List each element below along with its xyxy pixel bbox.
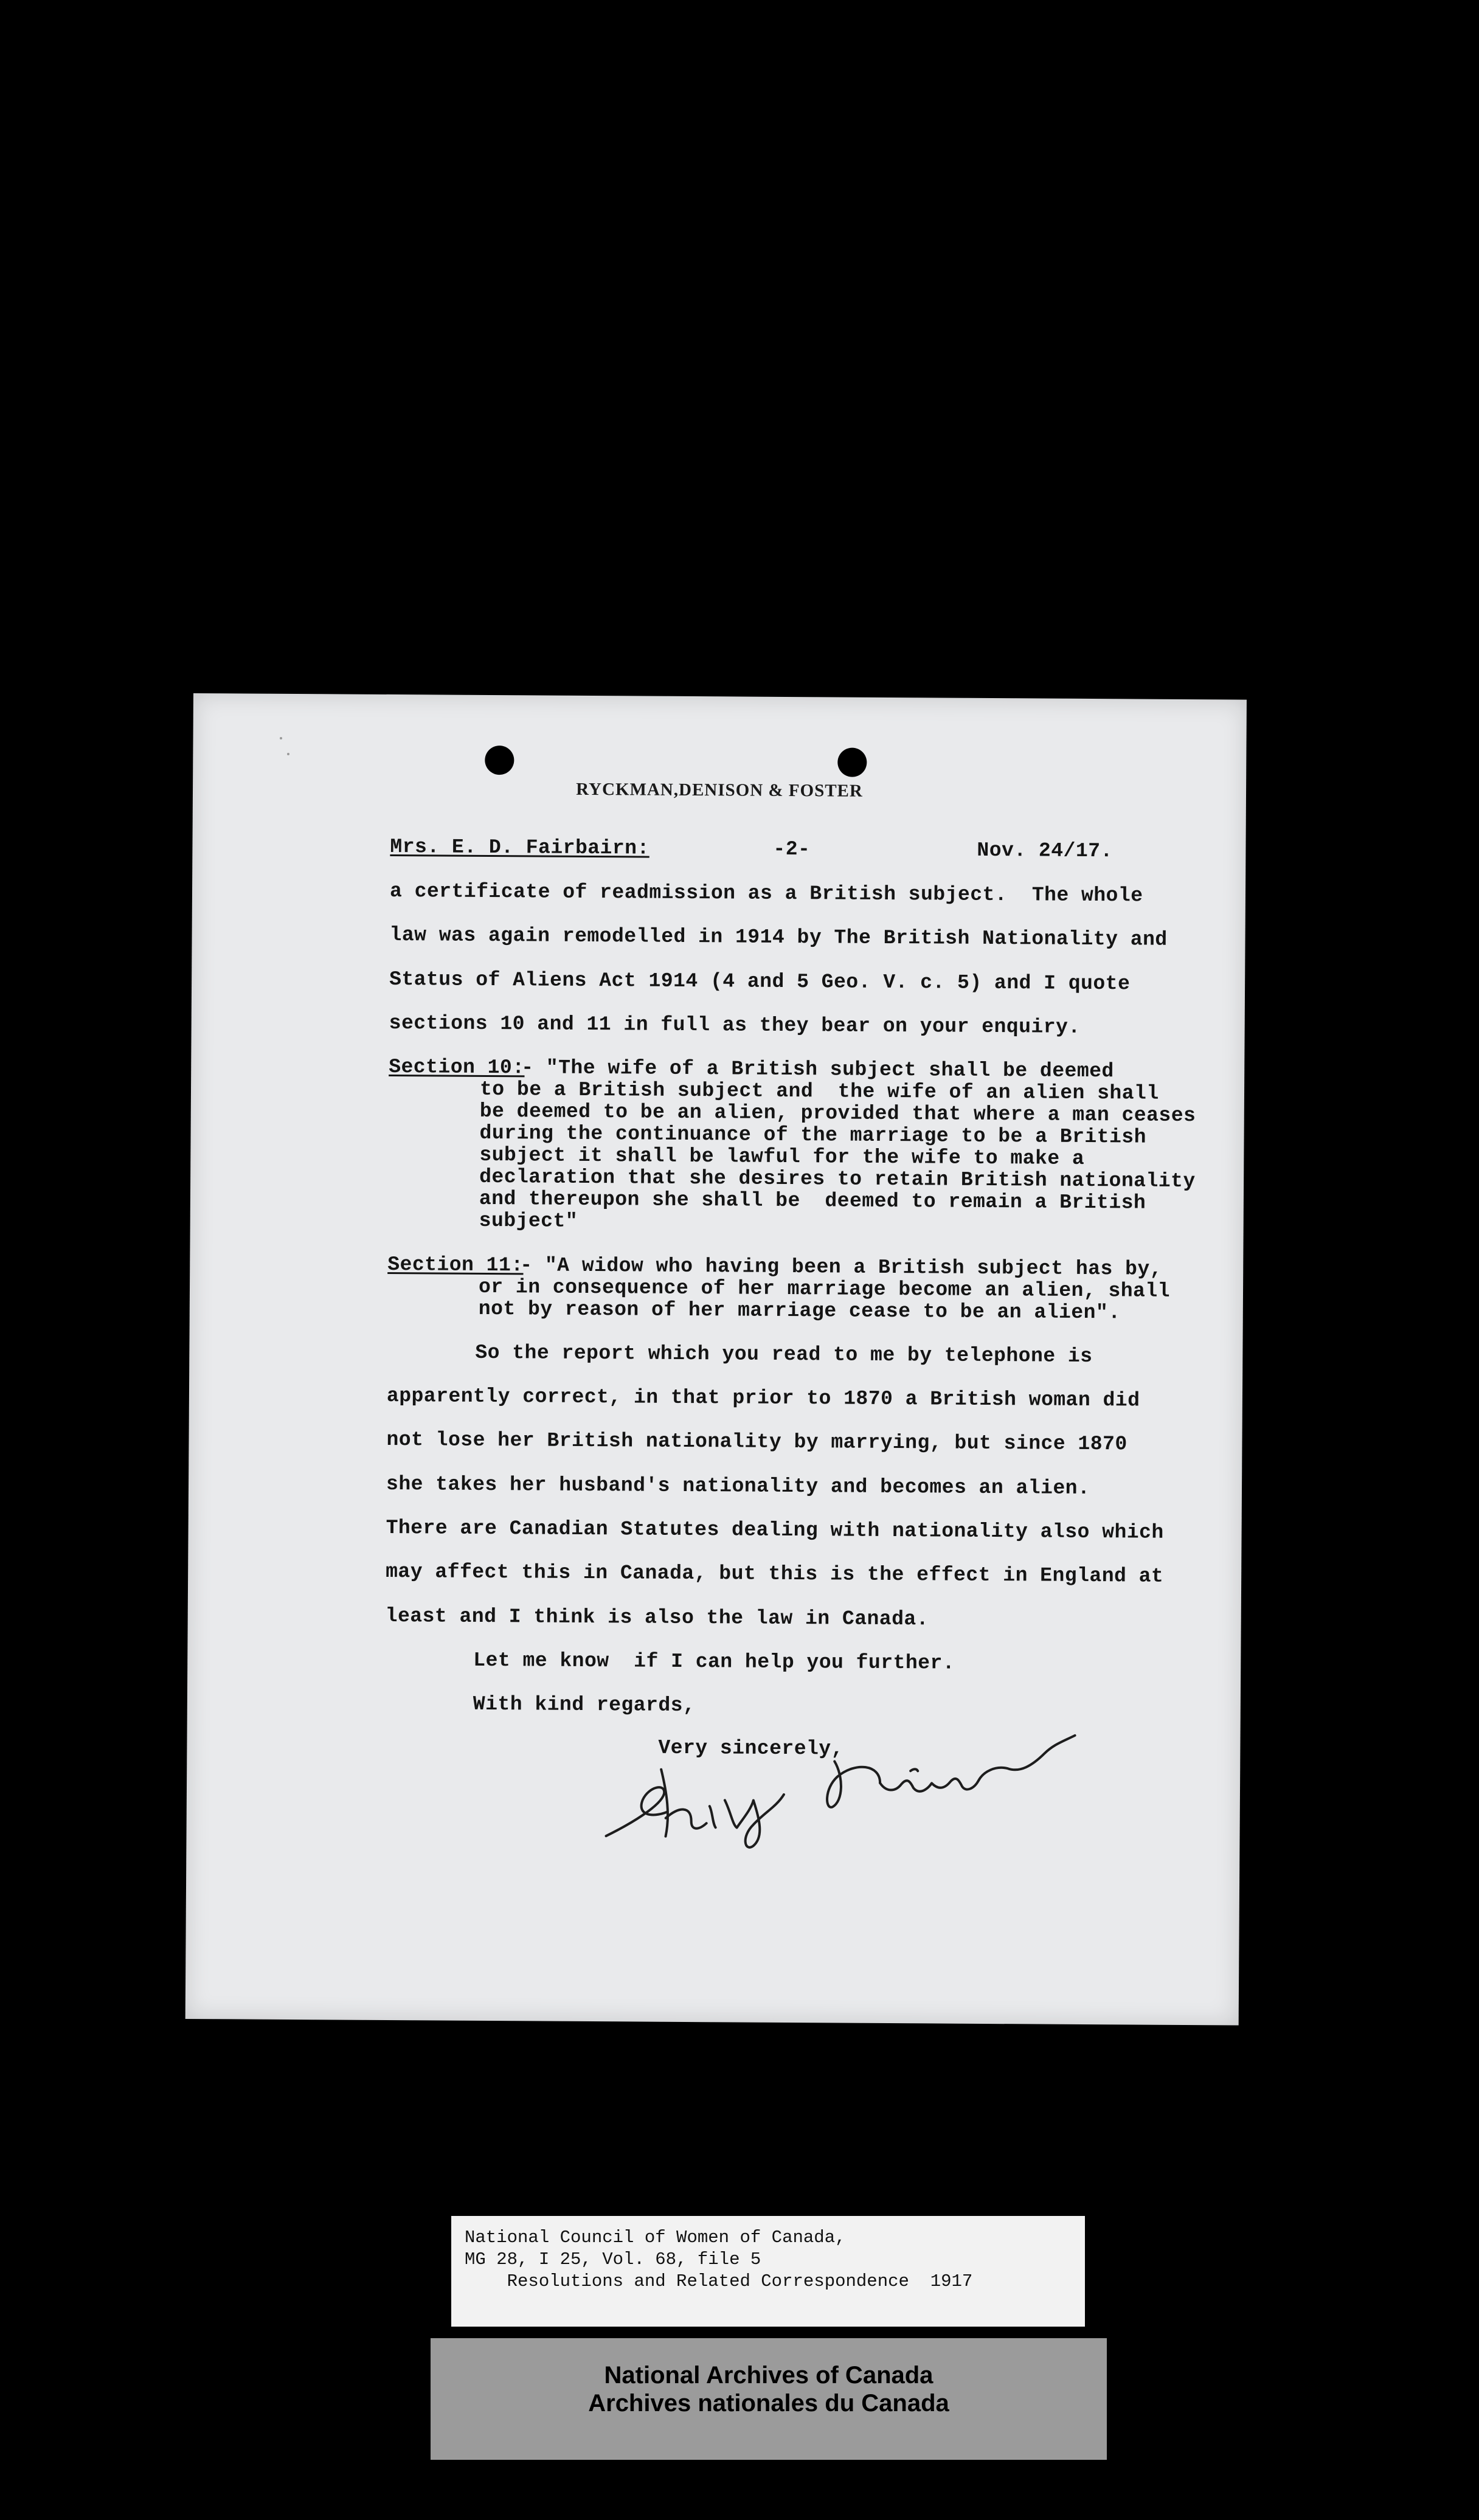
punch-hole-left xyxy=(485,746,514,775)
scan-speck xyxy=(280,737,282,739)
section-11-label: Section 11: xyxy=(387,1253,524,1277)
section-10-line: and thereupon she shall be deemed to remain a British xyxy=(479,1187,1146,1214)
section-11-line: not by reason of her marriage cease to be an alien". xyxy=(478,1297,1121,1324)
archive-stamp-english: National Archives of Canada xyxy=(604,2362,933,2389)
section-10-line: be deemed to be an alien, provided that where a man ceases xyxy=(479,1099,1196,1127)
addressee: Mrs. E. D. Fairbairn: xyxy=(390,835,649,860)
paragraph-line: least and I think is also the law in Canada. xyxy=(385,1604,929,1631)
archive-label-line: National Council of Women of Canada, xyxy=(465,2228,846,2248)
archive-label-line: Resolutions and Related Correspondence 1917 xyxy=(465,2271,973,2291)
paragraph-line: sections 10 and 11 in full as they bear on your enquiry. xyxy=(389,1011,1081,1039)
archive-label-line: MG 28, I 25, Vol. 68, file 5 xyxy=(465,2249,761,2269)
scan-speck xyxy=(287,753,289,755)
section-10-line: declaration that she desires to retain British nationality xyxy=(479,1165,1196,1193)
section-11-line: or in consequence of her marriage become an alien, shall xyxy=(478,1275,1171,1303)
section-10-line: - "The wife of a British subject shall be deemed xyxy=(521,1056,1114,1083)
paragraph-line: With kind regards, xyxy=(473,1692,696,1717)
paragraph-line: not lose her British nationality by marrying, but since 1870 xyxy=(386,1428,1127,1456)
paragraph-line: apparently correct, in that prior to 1870 a British woman did xyxy=(386,1384,1140,1412)
paragraph-line: may affect this in Canada, but this is the effect in England at xyxy=(386,1560,1164,1588)
letter-date: Nov. 24/17. xyxy=(977,839,1113,863)
section-10-line: to be a British subject and the wife of an alien shall xyxy=(479,1078,1159,1105)
closing: Very sincerely, xyxy=(658,1736,844,1760)
paragraph-line: So the report which you read to me by telephone is xyxy=(475,1341,1093,1368)
letter-page xyxy=(185,693,1247,2026)
handwritten-signature xyxy=(594,1714,1093,1857)
letterhead: RYCKMAN,DENISON & FOSTER xyxy=(576,779,863,801)
paragraph-line: There are Canadian Statutes dealing with nationality also which xyxy=(386,1516,1164,1544)
paragraph-line: law was again remodelled in 1914 by The British Nationality and xyxy=(389,923,1168,951)
page-number: -2- xyxy=(773,837,811,861)
punch-hole-right xyxy=(837,747,867,777)
archive-reference-label xyxy=(451,2216,1085,2327)
archive-stamp xyxy=(431,2338,1107,2460)
section-10-line: during the continuance of the marriage to be a British xyxy=(479,1121,1147,1149)
section-10-line: subject it shall be lawful for the wife to make a xyxy=(479,1143,1085,1170)
paragraph-line: Let me know if I can help you further. xyxy=(473,1649,955,1675)
section-10-line: subject" xyxy=(479,1209,578,1233)
section-10-label: Section 10: xyxy=(389,1055,525,1079)
paragraph-line: she takes her husband's nationality and becomes an alien. xyxy=(386,1472,1090,1500)
paragraph-line: a certificate of readmission as a British subject. The whole xyxy=(389,879,1143,907)
section-11-line: - "A widow who having been a British subject has by, xyxy=(520,1254,1163,1281)
paragraph-line: Status of Aliens Act 1914 (4 and 5 Geo. V. c. 5) and I quote xyxy=(389,968,1131,995)
archive-stamp-french: Archives nationales du Canada xyxy=(588,2390,949,2417)
